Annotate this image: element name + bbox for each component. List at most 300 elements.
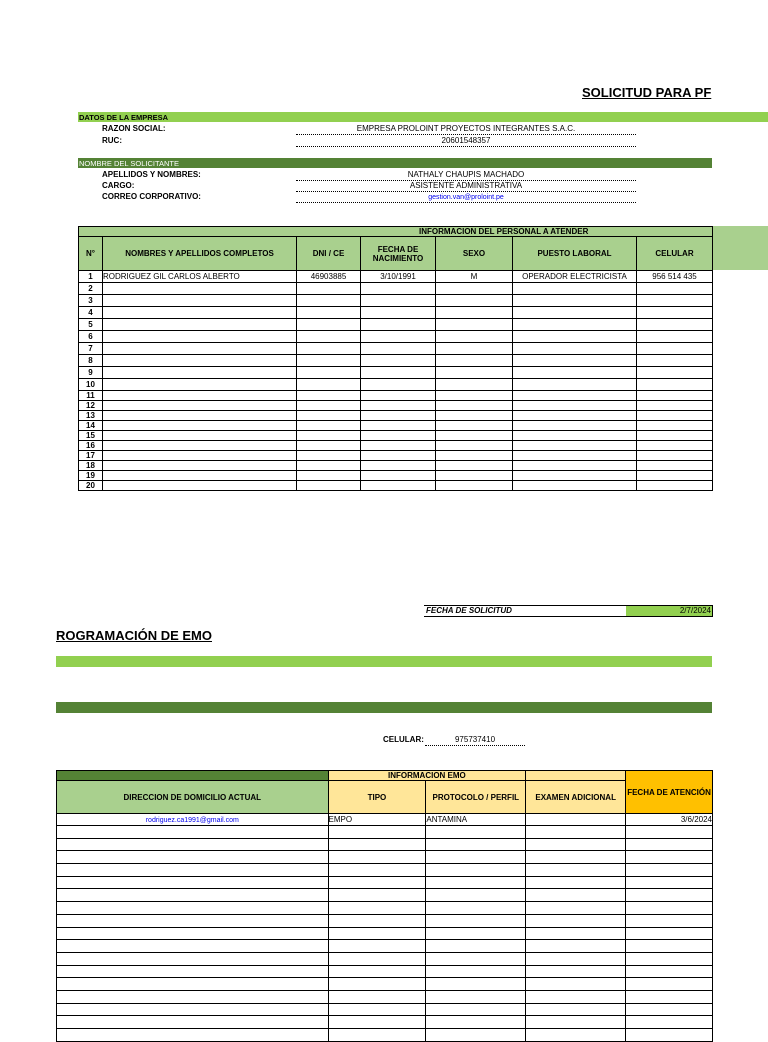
table-cell xyxy=(57,965,329,978)
col-header-direccion: DIRECCION DE DOMICILIO ACTUAL xyxy=(57,781,329,814)
row-number: 15 xyxy=(79,431,103,441)
table-cell xyxy=(526,990,626,1003)
table-cell xyxy=(297,401,361,411)
emo-dark-bar xyxy=(56,702,712,713)
table-cell xyxy=(426,927,526,940)
row-number: 4 xyxy=(79,307,103,319)
table-cell xyxy=(103,367,297,379)
row-number: 3 xyxy=(79,295,103,307)
table-cell xyxy=(103,307,297,319)
row-number: 20 xyxy=(79,481,103,491)
row-number: 10 xyxy=(79,379,103,391)
table-cell xyxy=(57,838,329,851)
table-cell xyxy=(626,864,713,877)
table-cell xyxy=(361,307,436,319)
row-number: 18 xyxy=(79,461,103,471)
table-cell xyxy=(436,441,513,451)
table-cell xyxy=(526,914,626,927)
table-cell xyxy=(361,319,436,331)
table-cell xyxy=(361,461,436,471)
table-cell xyxy=(436,481,513,491)
ruc-value: 20601548357 xyxy=(296,136,636,147)
table-cell xyxy=(436,471,513,481)
table-cell xyxy=(297,391,361,401)
table-cell xyxy=(426,990,526,1003)
table-row xyxy=(57,838,713,851)
applicant-section-title: NOMBRE DEL SOLICITANTE xyxy=(79,159,180,168)
table-cell xyxy=(637,411,713,421)
table-row xyxy=(57,965,713,978)
table-cell xyxy=(57,927,329,940)
table-cell xyxy=(426,851,526,864)
table-row xyxy=(79,343,713,355)
row-number: 1 xyxy=(79,271,103,283)
table-cell xyxy=(361,379,436,391)
side-green-block xyxy=(712,226,768,270)
table-cell: ANTAMINA xyxy=(426,814,526,826)
table-cell xyxy=(626,826,713,839)
table-cell xyxy=(361,431,436,441)
table-cell xyxy=(57,990,329,1003)
table-cell xyxy=(626,927,713,940)
table-row xyxy=(57,1003,713,1016)
table-cell xyxy=(426,978,526,991)
table-cell: 956 514 435 xyxy=(637,271,713,283)
table-cell xyxy=(637,451,713,461)
table-cell xyxy=(297,471,361,481)
table-cell xyxy=(436,421,513,431)
row-number: 14 xyxy=(79,421,103,431)
table-cell: 46903885 xyxy=(297,271,361,283)
col-header-dni: DNI / CE xyxy=(297,237,361,271)
cargo-value: ASISTENTE ADMINISTRATIVA xyxy=(296,181,636,192)
table-cell xyxy=(526,838,626,851)
table-cell xyxy=(436,307,513,319)
table-cell xyxy=(57,851,329,864)
col-header-sex: SEXO xyxy=(436,237,513,271)
row-number: 7 xyxy=(79,343,103,355)
table-cell xyxy=(328,1029,426,1042)
table-cell: 3/10/1991 xyxy=(361,271,436,283)
table-cell: OPERADOR ELECTRICISTA xyxy=(513,271,637,283)
table-cell xyxy=(513,391,637,401)
table-cell xyxy=(328,838,426,851)
table-cell xyxy=(328,914,426,927)
table-cell xyxy=(626,914,713,927)
table-cell xyxy=(526,889,626,902)
table-row xyxy=(79,295,713,307)
col-header-birthdate: FECHA DE NACIMIENTO xyxy=(361,237,436,271)
emo-group-header: INFORMACION EMO xyxy=(328,771,526,781)
table-cell xyxy=(436,319,513,331)
table-cell xyxy=(426,1029,526,1042)
table-cell xyxy=(103,471,297,481)
table-cell xyxy=(57,876,329,889)
table-cell xyxy=(513,431,637,441)
email-label: CORREO CORPORATIVO: xyxy=(102,192,201,201)
table-cell xyxy=(513,461,637,471)
table-cell xyxy=(297,343,361,355)
table-row xyxy=(79,441,713,451)
table-cell xyxy=(297,355,361,367)
table-cell xyxy=(513,295,637,307)
row-number: 12 xyxy=(79,401,103,411)
table-cell xyxy=(426,864,526,877)
row-number: 5 xyxy=(79,319,103,331)
col-header-phone: CELULAR xyxy=(637,237,713,271)
table-cell xyxy=(103,379,297,391)
table-cell xyxy=(328,876,426,889)
table-cell xyxy=(626,1029,713,1042)
table-cell xyxy=(436,283,513,295)
table-cell xyxy=(436,401,513,411)
table-cell xyxy=(297,431,361,441)
table-cell xyxy=(626,978,713,991)
table-row xyxy=(57,940,713,953)
table-cell xyxy=(513,441,637,451)
table-cell xyxy=(637,355,713,367)
table-row xyxy=(79,283,713,295)
table-cell xyxy=(328,1003,426,1016)
personnel-table xyxy=(78,226,713,491)
names-label: APELLIDOS Y NOMBRES: xyxy=(102,170,201,179)
table-row xyxy=(79,461,713,471)
emo-group-blank xyxy=(526,771,626,781)
table-cell xyxy=(526,978,626,991)
table-cell xyxy=(637,421,713,431)
table-cell xyxy=(426,902,526,915)
table-cell xyxy=(426,965,526,978)
table-cell xyxy=(513,379,637,391)
table-cell xyxy=(361,411,436,421)
row-number: 11 xyxy=(79,391,103,401)
table-cell xyxy=(361,451,436,461)
col-header-fecha-atencion: FECHA DE ATENCIÓN xyxy=(626,771,713,814)
table-cell xyxy=(436,355,513,367)
table-cell xyxy=(57,978,329,991)
table-cell xyxy=(436,331,513,343)
table-cell xyxy=(637,331,713,343)
table-cell xyxy=(513,401,637,411)
table-cell xyxy=(436,391,513,401)
table-cell xyxy=(436,379,513,391)
table-row xyxy=(79,401,713,411)
page-title: SOLICITUD PARA PF xyxy=(582,85,712,100)
table-cell: M xyxy=(436,271,513,283)
table-cell xyxy=(57,1016,329,1029)
table-cell: EMPO xyxy=(328,814,426,826)
table-cell xyxy=(297,481,361,491)
table-cell xyxy=(57,826,329,839)
table-cell xyxy=(637,461,713,471)
table-cell xyxy=(328,851,426,864)
table-cell xyxy=(297,421,361,431)
table-cell xyxy=(103,331,297,343)
table-cell xyxy=(57,902,329,915)
col-header-name: NOMBRES Y APELLIDOS COMPLETOS xyxy=(103,237,297,271)
table-row xyxy=(79,451,713,461)
row-number: 13 xyxy=(79,411,103,421)
table-cell xyxy=(328,965,426,978)
table-cell xyxy=(436,295,513,307)
fecha-solicitud-label: FECHA DE SOLICITUD xyxy=(426,606,512,615)
table-cell xyxy=(57,864,329,877)
emo-table xyxy=(56,770,713,1042)
table-cell xyxy=(103,391,297,401)
ruc-label: RUC: xyxy=(102,136,122,145)
table-cell xyxy=(426,889,526,902)
table-cell xyxy=(426,940,526,953)
table-cell xyxy=(57,1029,329,1042)
table-cell xyxy=(436,431,513,441)
table-cell xyxy=(297,461,361,471)
table-cell xyxy=(361,471,436,481)
row-number: 19 xyxy=(79,471,103,481)
table-cell xyxy=(513,471,637,481)
table-row xyxy=(57,978,713,991)
table-cell xyxy=(297,411,361,421)
table-row xyxy=(79,471,713,481)
email-link[interactable]: gestion.van@proloint.pe xyxy=(428,194,504,201)
table-cell xyxy=(513,307,637,319)
col-header-tipo: TIPO xyxy=(328,781,426,814)
table-cell xyxy=(426,838,526,851)
table-cell xyxy=(513,319,637,331)
table-cell xyxy=(57,814,329,826)
table-cell xyxy=(426,1003,526,1016)
table-cell xyxy=(513,331,637,343)
table-cell xyxy=(436,411,513,421)
row-number: 9 xyxy=(79,367,103,379)
table-cell xyxy=(297,283,361,295)
table-cell xyxy=(57,940,329,953)
col-header-examen: EXAMEN ADICIONAL xyxy=(526,781,626,814)
table-cell xyxy=(103,283,297,295)
table-cell xyxy=(297,441,361,451)
col-header-position: PUESTO LABORAL xyxy=(513,237,637,271)
table-cell xyxy=(637,307,713,319)
celular-label: CELULAR: xyxy=(383,735,424,744)
table-cell xyxy=(637,367,713,379)
table-cell xyxy=(103,451,297,461)
table-row xyxy=(79,481,713,491)
table-row xyxy=(79,319,713,331)
fecha-solicitud-row xyxy=(424,605,713,617)
table-cell xyxy=(513,355,637,367)
table-row xyxy=(57,851,713,864)
table-cell xyxy=(526,927,626,940)
table-cell xyxy=(626,1016,713,1029)
celular-value: 975737410 xyxy=(425,735,525,746)
table-cell xyxy=(103,343,297,355)
company-section-header xyxy=(78,112,768,122)
table-cell xyxy=(626,940,713,953)
table-row xyxy=(79,411,713,421)
table-cell xyxy=(436,461,513,471)
table-cell xyxy=(637,431,713,441)
table-cell xyxy=(103,461,297,471)
table-cell xyxy=(361,421,436,431)
table-cell xyxy=(637,481,713,491)
table-cell xyxy=(328,940,426,953)
table-cell xyxy=(526,864,626,877)
table-cell xyxy=(361,283,436,295)
email-value-cell xyxy=(296,192,636,203)
table-cell xyxy=(637,295,713,307)
emo-green-bar xyxy=(56,656,712,667)
table-cell xyxy=(103,401,297,411)
table-row xyxy=(79,421,713,431)
table-cell xyxy=(526,1016,626,1029)
table-cell xyxy=(297,307,361,319)
table-cell xyxy=(637,391,713,401)
table-cell xyxy=(328,978,426,991)
table-cell xyxy=(513,343,637,355)
table-cell xyxy=(297,331,361,343)
table-cell xyxy=(57,952,329,965)
table-cell xyxy=(328,990,426,1003)
table-row xyxy=(79,391,713,401)
table-cell xyxy=(103,411,297,421)
table-cell xyxy=(361,391,436,401)
table-cell xyxy=(526,940,626,953)
table-cell xyxy=(328,952,426,965)
cargo-label: CARGO: xyxy=(102,181,135,190)
table-row xyxy=(57,914,713,927)
table-cell xyxy=(361,401,436,411)
table-cell xyxy=(328,864,426,877)
table-row xyxy=(57,1029,713,1042)
table-cell xyxy=(361,441,436,451)
table-cell xyxy=(637,379,713,391)
table-cell: 3/6/2024 xyxy=(626,814,713,826)
table-row xyxy=(57,864,713,877)
row-number: 8 xyxy=(79,355,103,367)
table-cell: RODRIGUEZ GIL CARLOS ALBERTO xyxy=(103,271,297,283)
table-cell xyxy=(426,1016,526,1029)
razon-social-value: EMPRESA PROLOINT PROYECTOS INTEGRANTES S.A.C. xyxy=(296,124,636,135)
row-number: 16 xyxy=(79,441,103,451)
table-row xyxy=(57,826,713,839)
table-cell xyxy=(103,441,297,451)
table-cell xyxy=(637,401,713,411)
table-cell xyxy=(626,990,713,1003)
table-cell xyxy=(297,367,361,379)
table-cell xyxy=(361,331,436,343)
table-cell xyxy=(57,889,329,902)
table-cell xyxy=(637,283,713,295)
table-cell xyxy=(637,343,713,355)
table-cell xyxy=(626,851,713,864)
table-cell xyxy=(526,965,626,978)
table-cell xyxy=(513,283,637,295)
table-cell xyxy=(637,319,713,331)
row-number: 2 xyxy=(79,283,103,295)
table-row xyxy=(79,355,713,367)
table-cell xyxy=(361,481,436,491)
names-value: NATHALY CHAUPIS MACHADO xyxy=(296,170,636,181)
table-row xyxy=(57,952,713,965)
table-cell xyxy=(328,826,426,839)
table-cell xyxy=(328,1016,426,1029)
table-cell xyxy=(526,814,626,826)
table-cell xyxy=(426,876,526,889)
table-cell xyxy=(328,902,426,915)
table-row xyxy=(79,431,713,441)
col-header-protocolo: PROTOCOLO / PERFIL xyxy=(426,781,526,814)
table-row xyxy=(57,876,713,889)
table-cell xyxy=(513,411,637,421)
emo-title: ROGRAMACIÓN DE EMO xyxy=(56,628,212,643)
table-cell xyxy=(526,826,626,839)
table-cell xyxy=(513,367,637,379)
table-cell xyxy=(526,1003,626,1016)
table-row xyxy=(79,379,713,391)
table-cell xyxy=(526,851,626,864)
table-cell xyxy=(526,952,626,965)
table-cell xyxy=(103,481,297,491)
table-cell xyxy=(103,319,297,331)
table-cell xyxy=(297,451,361,461)
col-header-num: N° xyxy=(79,237,103,271)
table-row xyxy=(57,902,713,915)
row-number: 17 xyxy=(79,451,103,461)
table-cell xyxy=(426,826,526,839)
table-cell xyxy=(426,952,526,965)
table-cell xyxy=(513,481,637,491)
table-cell xyxy=(328,927,426,940)
table-cell xyxy=(526,902,626,915)
table-cell xyxy=(436,343,513,355)
table-cell xyxy=(426,914,526,927)
table-row xyxy=(79,271,713,283)
table-row xyxy=(79,331,713,343)
table-cell xyxy=(513,421,637,431)
table-cell xyxy=(297,379,361,391)
table-cell xyxy=(103,421,297,431)
table-cell xyxy=(297,319,361,331)
table-cell xyxy=(436,367,513,379)
table-row xyxy=(57,990,713,1003)
table-cell xyxy=(361,355,436,367)
table-cell xyxy=(526,876,626,889)
table-cell xyxy=(626,902,713,915)
table-cell xyxy=(637,441,713,451)
table-row xyxy=(57,1016,713,1029)
personnel-table-title: INFORMACION DEL PERSONAL A ATENDER xyxy=(79,227,713,237)
razon-social-label: RAZON SOCIAL: xyxy=(102,124,166,133)
table-cell xyxy=(637,471,713,481)
table-cell xyxy=(513,451,637,461)
table-cell xyxy=(626,889,713,902)
table-cell xyxy=(626,1003,713,1016)
table-cell xyxy=(361,343,436,355)
table-cell xyxy=(57,1003,329,1016)
row-number: 6 xyxy=(79,331,103,343)
table-cell xyxy=(436,451,513,461)
personnel-header-row xyxy=(79,237,713,271)
table-cell xyxy=(526,1029,626,1042)
table-cell xyxy=(103,355,297,367)
direccion-email-link[interactable]: rodriguez.ca1991@gmail.com xyxy=(145,817,239,824)
table-cell xyxy=(626,952,713,965)
table-row xyxy=(57,889,713,902)
table-row xyxy=(57,927,713,940)
table-cell xyxy=(361,367,436,379)
table-cell xyxy=(57,914,329,927)
table-cell xyxy=(297,295,361,307)
table-cell xyxy=(626,838,713,851)
